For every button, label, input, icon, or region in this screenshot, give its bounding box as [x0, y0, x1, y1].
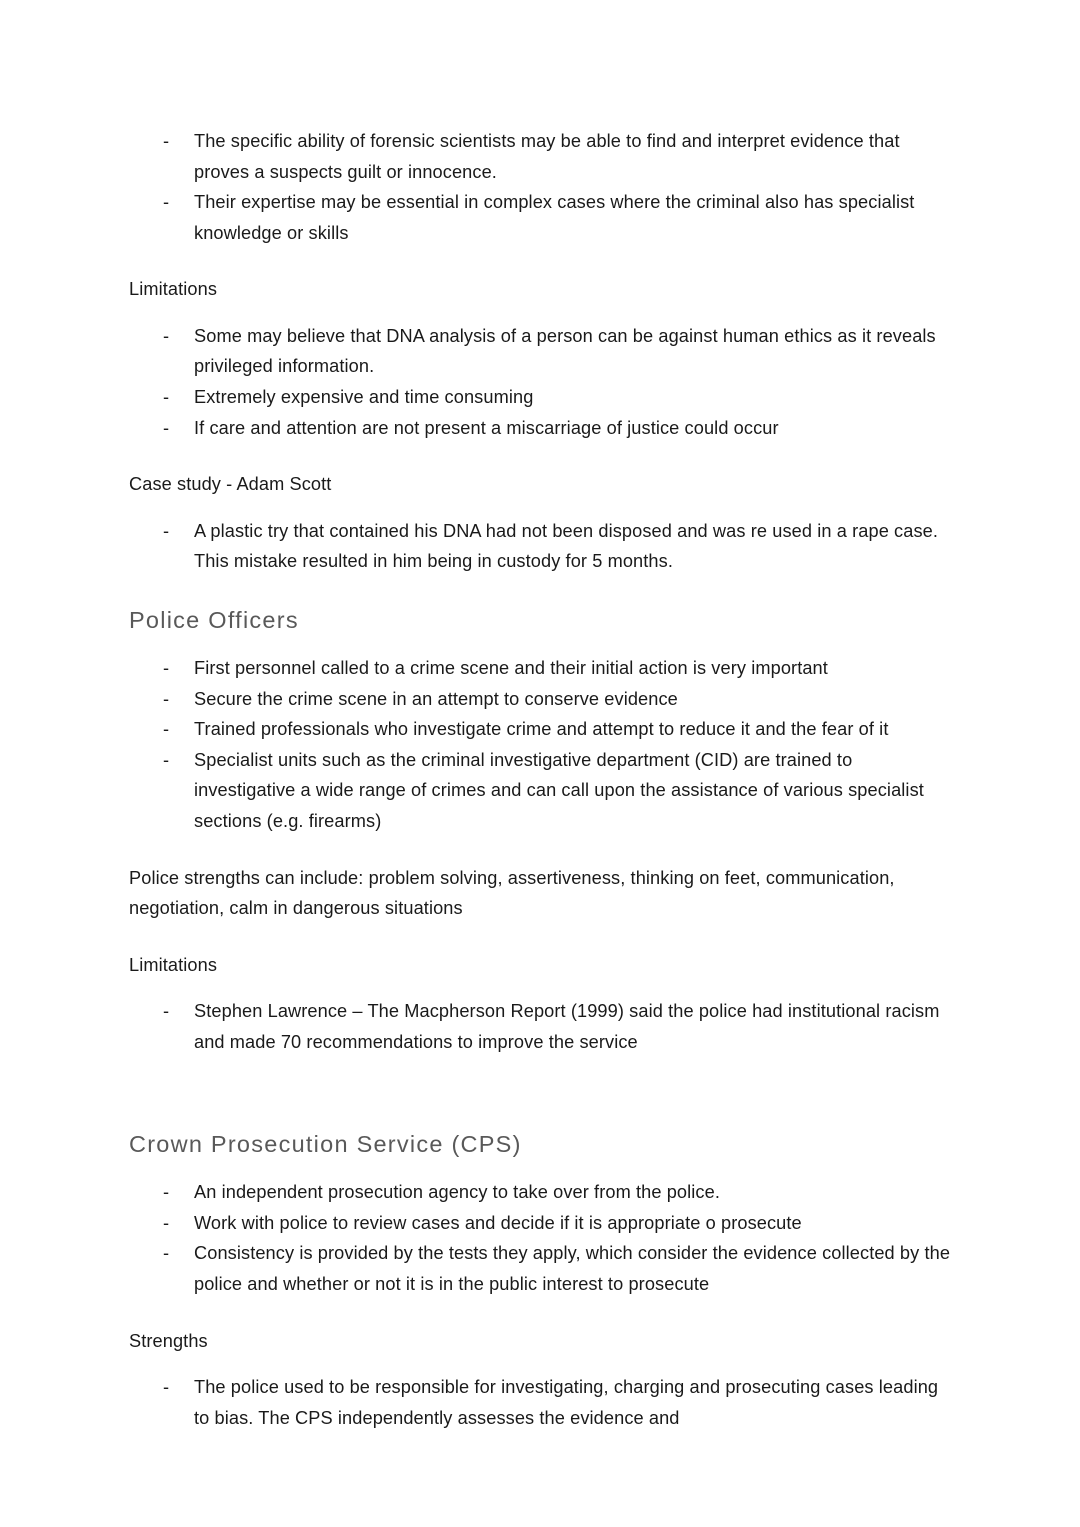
bullet-dash-icon: -	[163, 749, 170, 770]
list-item	[129, 1208, 954, 1239]
list-item-text: The specific ability of forensic scientists may be able to find and interpret evidence that proves a suspects guilt or innocence.	[194, 131, 900, 182]
document-content	[129, 126, 954, 1433]
list-item	[129, 516, 954, 577]
list-item	[129, 745, 954, 837]
police-limitations-label: Limitations	[129, 954, 218, 975]
list-item	[129, 382, 954, 413]
spacer	[129, 924, 954, 950]
bullet-dash-icon: -	[163, 1182, 170, 1203]
list-item-text: First personnel called to a crime scene and their initial action is very important	[194, 657, 828, 678]
forensic-limitations-label: Limitations	[129, 279, 218, 300]
bullet-dash-icon: -	[163, 1001, 170, 1021]
bullet-dash-icon: -	[163, 520, 170, 541]
bullet-dash-icon: -	[163, 131, 170, 151]
bullet-dash-icon: -	[163, 192, 170, 213]
list-item-text: Trained professionals who investigate crime and attempt to reduce it and the fear of it	[194, 719, 889, 740]
list-item	[129, 126, 954, 187]
spacer	[129, 305, 954, 321]
spacer	[129, 837, 954, 863]
forensic-limitations-list	[129, 321, 954, 443]
spacer	[129, 577, 954, 603]
cps-heading: Crown Prosecution Service (CPS)	[129, 1131, 522, 1158]
list-item	[129, 187, 954, 248]
bullet-dash-icon: -	[163, 1243, 170, 1264]
police-limitations-list	[129, 996, 954, 1057]
spacer	[129, 1356, 954, 1372]
police-strengths-paragraph: Police strengths can include: problem solving, assertiveness, thinking on feet, communication, negotiation, calm in dangerous situations	[129, 867, 895, 918]
list-item	[129, 714, 954, 745]
list-item	[129, 653, 954, 684]
case-study-list	[129, 516, 954, 577]
list-item-text: Some may believe that DNA analysis of a person can be against human ethics as it reveals privileged information.	[194, 325, 936, 377]
list-item-text: A plastic try that contained his DNA had not been disposed and was re used in a rape case. This mistake resulted in him being in custody for 5 months.	[194, 520, 939, 572]
bullet-dash-icon: -	[163, 688, 170, 709]
bullet-dash-icon: -	[163, 325, 170, 346]
list-item-text: Work with police to review cases and decide if it is appropriate o prosecute	[194, 1212, 802, 1233]
bullet-dash-icon: -	[163, 657, 170, 678]
forensic-strengths-list	[129, 126, 954, 248]
list-item-text: Consistency is provided by the tests they apply, which consider the evidence collected by the police and whether or not it is in the public interest to prosecute	[194, 1243, 951, 1294]
spacer	[129, 1300, 954, 1326]
list-item-text: If care and attention are not present a miscarriage of justice could occur	[194, 417, 779, 438]
list-item	[129, 1177, 954, 1208]
list-item	[129, 996, 954, 1057]
list-item-text: The police used to be responsible for investigating, charging and prosecuting cases leading to bias. The CPS independently assesses the evidence and	[194, 1377, 939, 1428]
list-item	[129, 1372, 954, 1433]
bullet-dash-icon: -	[163, 719, 170, 740]
police-officers-list	[129, 653, 954, 837]
list-item	[129, 684, 954, 715]
bullet-dash-icon: -	[163, 1377, 170, 1398]
list-item	[129, 413, 954, 444]
cps-strengths-list	[129, 1372, 954, 1433]
spacer	[129, 443, 954, 469]
police-officers-heading: Police Officers	[129, 606, 299, 633]
list-item-text: Secure the crime scene in an attempt to conserve evidence	[194, 688, 678, 709]
spacer	[129, 637, 954, 653]
list-item-text: Extremely expensive and time consuming	[194, 387, 534, 408]
spacer	[129, 980, 954, 996]
spacer	[129, 248, 954, 274]
spacer	[129, 1057, 954, 1127]
spacer	[129, 1161, 954, 1177]
list-item	[129, 321, 954, 382]
list-item	[129, 1238, 954, 1299]
list-item-text: Their expertise may be essential in complex cases where the criminal also has specialist knowledge or skills	[194, 192, 915, 243]
bullet-dash-icon: -	[163, 387, 170, 408]
bullet-dash-icon: -	[163, 417, 170, 438]
list-item-text: Specialist units such as the criminal investigative department (CID) are trained to investigative a wide range of crimes and can call upon the assistance of various specialist sections (e.g. firearms)	[194, 749, 924, 831]
cps-strengths-label: Strengths	[129, 1330, 208, 1351]
bullet-dash-icon: -	[163, 1212, 170, 1233]
cps-list	[129, 1177, 954, 1299]
list-item-text: Stephen Lawrence – The Macpherson Report (1999) said the police had institutional racism and made 70 recommendations to improve the service	[194, 1001, 940, 1052]
case-study-label: Case study - Adam Scott	[129, 474, 332, 495]
list-item-text: An independent prosecution agency to take over from the police.	[194, 1182, 720, 1203]
spacer	[129, 500, 954, 516]
